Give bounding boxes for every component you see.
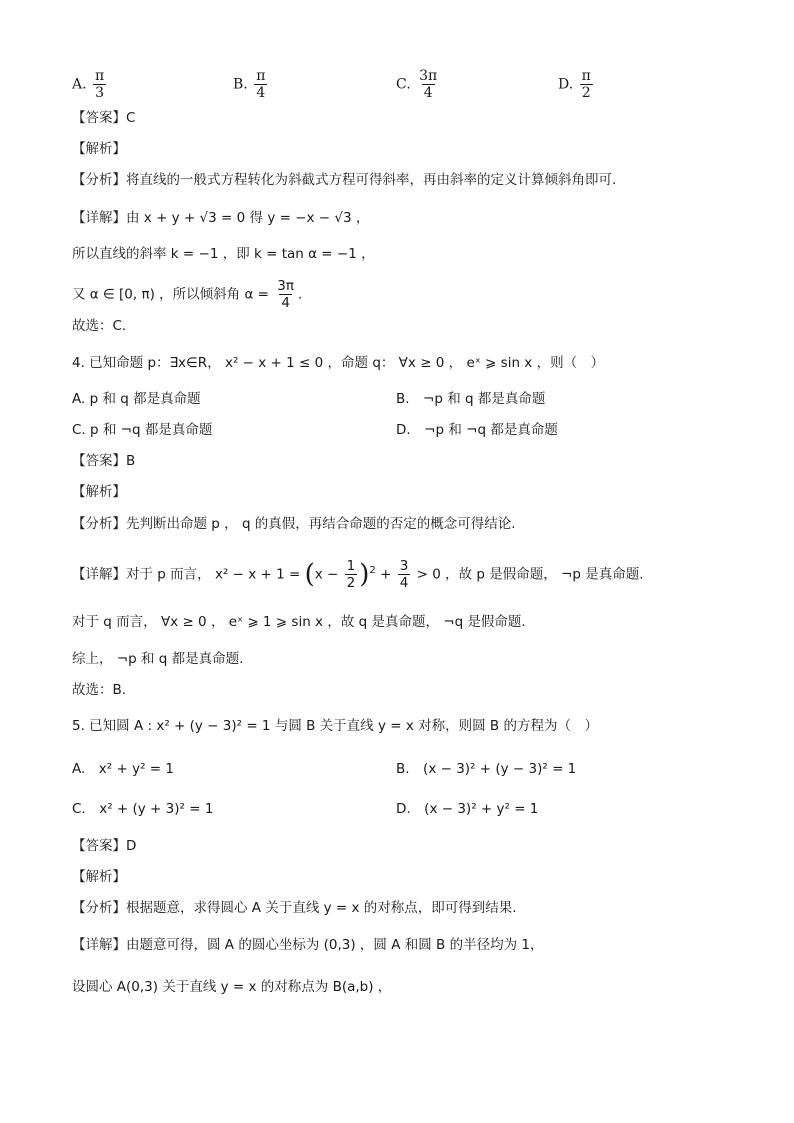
xiangjie-heading: 【详解】	[72, 937, 126, 953]
xiangjie-text: > 0 ，故 p 是假命题， ¬p 是真命题.	[416, 566, 644, 583]
solution-line: 设圆心 A(0,3) 关于直线 y = x 的对称点为 B(a,b) ，	[72, 979, 392, 995]
denominator: 4	[256, 85, 266, 101]
fraction	[398, 558, 411, 591]
option-d	[558, 68, 595, 101]
option-b: B. ¬p 和 q 都是真命题	[396, 391, 546, 407]
fenxi-line	[72, 898, 517, 918]
exponent: 2	[369, 565, 376, 576]
fenxi-heading: 【分析】	[72, 172, 126, 188]
option-a: A. x² + y² = 1	[72, 761, 174, 777]
solution-text: 又 α ∈ [0, π) ，所以倾斜角 α =	[72, 286, 269, 303]
denominator: 2	[346, 575, 356, 591]
jiexi-heading: 【解析】	[72, 484, 126, 500]
numerator: 1	[346, 558, 356, 574]
jiexi-heading: 【解析】	[72, 869, 126, 885]
xiangjie-line	[72, 935, 543, 955]
fraction	[580, 68, 593, 101]
question-stem: 5. 已知圆 A : x² + (y − 3)² = 1 与圆 B 关于直线 y = x 对称，则圆 B 的方程为（ ）	[72, 718, 598, 734]
xiangjie-line	[72, 208, 369, 228]
jiexi-heading: 【解析】	[72, 141, 126, 157]
option-letter: A.	[72, 76, 87, 93]
xiangjie-heading: 【详解】	[72, 210, 126, 226]
denominator: 4	[281, 295, 290, 311]
answer-line: 【答案】D	[72, 838, 137, 854]
fenxi-line	[72, 170, 616, 190]
denominator: 2	[581, 85, 591, 101]
question-stem: 4. 已知命题 p：∃x∈R， x² − x + 1 ≤ 0 ，命题 q： ∀x ≥ 0 ， eˣ ⩾ sin x ，则（ ）	[72, 355, 605, 371]
numerator: 3π	[277, 278, 294, 294]
denominator: 4	[423, 85, 433, 101]
option-d: D. (x − 3)² + y² = 1	[396, 801, 539, 817]
xiangjie-heading: 【详解】	[72, 566, 126, 583]
solution-line: 综上， ¬p 和 q 都是真命题.	[72, 651, 244, 667]
solution-line: 所以直线的斜率 k = −1 ，即 k = tan α = −1 ，	[72, 246, 375, 262]
denominator: 4	[399, 575, 409, 591]
solution-text: .	[297, 286, 303, 303]
option-a	[72, 68, 108, 101]
fenxi-line	[72, 514, 516, 534]
solution-line	[72, 278, 302, 311]
fenxi-heading: 【分析】	[72, 516, 126, 532]
option-c: C. p 和 ¬q 都是真命题	[72, 422, 213, 438]
option-letter: C.	[396, 76, 411, 93]
fenxi-text: 先判断出命题 p ， q 的真假，再结合命题的否定的概念可得结论.	[126, 516, 516, 532]
right-paren: )	[359, 559, 370, 590]
fenxi-heading: 【分析】	[72, 900, 126, 916]
fenxi-text: 将直线的一般式方程转化为斜截式方程可得斜率，再由斜率的定义计算倾斜角即可.	[126, 172, 617, 188]
fenxi-text: 根据题意，求得圆心 A 关于直线 y = x 的对称点，即可得到结果.	[126, 900, 517, 916]
numerator: 3π	[419, 68, 438, 84]
xiangjie-text: 由题意可得，圆 A 的圆心坐标为 (0,3) ，圆 A 和圆 B 的半径均为 1，	[126, 937, 544, 953]
fraction	[417, 68, 439, 101]
denominator: 3	[95, 85, 105, 101]
option-c	[396, 68, 441, 101]
result-line: 故选：B.	[72, 682, 127, 698]
fraction	[275, 278, 296, 311]
answer-line: 【答案】C	[72, 110, 136, 126]
fraction	[93, 68, 106, 101]
math-text: x −	[314, 566, 339, 583]
option-b	[233, 68, 269, 101]
option-c: C. x² + (y + 3)² = 1	[72, 801, 214, 817]
xiangjie-text: 由 x + y + √3 = 0 得 y = −x − √3 ，	[126, 210, 370, 226]
option-a: A. p 和 q 都是真命题	[72, 391, 201, 407]
left-paren: (	[304, 559, 315, 590]
numerator: 3	[399, 558, 409, 574]
option-b: B. (x − 3)² + (y − 3)² = 1	[396, 761, 577, 777]
xiangjie-line	[72, 558, 643, 591]
option-letter: B.	[233, 76, 248, 93]
option-d: D. ¬p 和 ¬q 都是真命题	[396, 422, 558, 438]
fraction	[254, 68, 267, 101]
numerator: π	[95, 68, 105, 84]
option-letter: D.	[558, 76, 574, 93]
result-line: 故选：C.	[72, 318, 127, 334]
xiangjie-text: 对于 p 而言， x² − x + 1 =	[126, 566, 301, 583]
answer-line: 【答案】B	[72, 453, 136, 469]
solution-line: 对于 q 而言， ∀x ≥ 0 ， eˣ ⩾ 1 ⩾ sin x ，故 q 是真命题， ¬q 是假命题.	[72, 614, 526, 630]
numerator: π	[581, 68, 591, 84]
math-text: +	[380, 566, 392, 583]
fraction	[345, 558, 358, 591]
numerator: π	[256, 68, 266, 84]
